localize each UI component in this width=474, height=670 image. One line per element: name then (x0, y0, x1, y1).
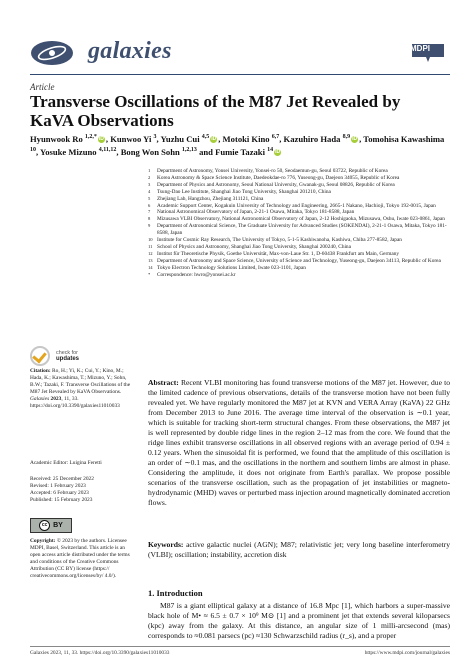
publisher-name: MDPI (410, 44, 430, 53)
check-updates-badge[interactable] (30, 346, 79, 366)
affiliation-text: Korea Astronomy & Space Science Institute, Daedeokdae-ro 776, Yuseong-gu, Daejeon 34055, Republic of Korea (157, 174, 400, 181)
cc-by-badge[interactable] (30, 518, 72, 533)
author-name[interactable]: Yuzhu Cui $^{4,5}$ iD (160, 133, 217, 144)
affiliation-item (148, 168, 450, 175)
author-name[interactable]: Fumie Tazaki $^{14}$ iD (215, 146, 281, 157)
affiliation-number: 9 (148, 223, 151, 229)
affiliation-item (148, 175, 450, 182)
author-list: Hyunwook Ro $^{1,2,*}$ iD , Kunwoo Yi $^3$, Yuzhu Cui $^{4,5}$ iD , Motoki Kino $^{6,7}$, Kazuhiro Hada $^{8,9}$ iD , Tomohisa Kawashima $^{10}$, Yosuke Mizuno $^{4,11,12}$, Bong Won Sohn $^{1,2,13}$ and Fumie Tazaki $^{14}$ iD (30, 133, 445, 157)
affiliation-text: School of Physics and Astronomy, Shanghai Jiao Tong University, Shanghai 200240, China (157, 243, 351, 250)
copyright-block (30, 538, 134, 581)
affiliation-item (148, 189, 450, 196)
keywords-text: active galactic nuclei (AGN); M87; relativistic jet; very long baseline interferometry (VLBI); oscillation; instability, accretion disk (148, 540, 451, 559)
affiliation-text: Institut für Theoretische Physik, Goethe Universität, Max-von-Laue Str. 1, D-60438 Frankfurt am Main, Germany (157, 250, 400, 257)
affiliation-number: 4 (148, 188, 151, 194)
author-affiliation-marks: 4,5 (201, 134, 210, 140)
affiliation-number: 5 (148, 195, 151, 201)
author-name[interactable]: Motoki Kino $^{6,7}$ (222, 133, 280, 144)
author-affiliation-marks: 4,11,12 (98, 147, 117, 154)
affiliation-text: National Astronomical Observatory of Japan, 2-21-1 Osawa, Mitaka, Tokyo 181-8588, Japan (157, 209, 355, 216)
date-item: Accepted: 6 February 2023 (30, 490, 89, 497)
affiliation-text: Department of Astronomy and Space Science, University of Science and Technology, Yuseong-gu, Daejeon 34113, Republic of Korea (157, 257, 441, 264)
affiliation-item (148, 223, 450, 237)
check-icon (30, 346, 50, 366)
citation-year: 2023 (50, 396, 62, 403)
copyright-text: © 2023 by the authors. Licensee MDPI, Basel, Switzerland. This article is an open access article distributed under the terms and conditions of the Creative Commons Attribution (CC BY) license (https:// creativecommons.org/licenses/by/ 4.0/). (30, 538, 130, 580)
affiliation-number: 13 (148, 257, 153, 263)
affiliations (148, 168, 450, 279)
date-item: Received: 25 December 2022 (30, 476, 94, 482)
cc-icon: cc (39, 520, 50, 531)
affiliation-text: Department of Astronomical Science, The Graduate University for Advanced Studies (SOKENDAI), 2-21-1 Osawa, Mitaka, Tokyo 181-8588, Japan (157, 223, 447, 237)
affiliation-number: 6 (148, 202, 151, 208)
abstract-text: Recent VLBI monitoring has found transverse motions of the M87 jet. However, due to the limited cadence of previous observations, details of the transverse motion have not been fully revealed yet. We have regularly monitored the M87 jet at KVN and VERA Array (KaVA) 22 GHz from December 2013 to June 2016. The average time interval of the observation is ∼0.1 year, which is suitable for tracking short-term structural changes. From these observations, the M87 jet is well represented by double ridge lines in the region 2–12 mas from the core. We found that the ridge lines exhibit transverse oscillations in all observed regions with an average period of 0.94 ± 0.12 years. When the sinusoidal fit is performed, we found that the amplitude of this oscillation is an order of ∼0.1 mas, and the oscillations in the northern and southern limbs are almost in phase. Considering the amplitude, it does not originate from Earth's parallax. We propose possible scenarios of the transverse oscillation, such as the propagation of jet instabilities or magneto-hydrodynamic (MHD) waves or perturbed mass injection around magnetically dominated accretion flows. (148, 378, 450, 507)
page-footer (30, 650, 450, 656)
affiliation-number: 3 (148, 181, 151, 187)
journal-name: galaxies (88, 38, 172, 64)
date-item: Published: 15 February 2023 (30, 497, 93, 504)
footer-citation[interactable]: Galaxies 2023, 11, 33. https://doi.org/10.3390/galaxies11010033 (30, 650, 170, 656)
affiliation-item (148, 237, 450, 244)
abstract (148, 378, 450, 508)
affiliation-text: Tsung-Dao Lee Institute, Shanghai Jiao Tong University, Shanghai 201210, China (157, 188, 331, 195)
affiliation-item (148, 251, 450, 258)
affiliation-text: Institute for Cosmic Ray Research, The University of Tokyo, 5-1-5 Kashiwanoha, Kashiwa, Chiba 277-8582, Japan (157, 237, 402, 244)
author-name[interactable]: Tomohisa Kawashima $^{10}$ (30, 133, 445, 154)
affiliation-item (148, 272, 450, 279)
author-affiliation-marks: 8,9 (342, 134, 351, 140)
affiliation-item (148, 182, 450, 189)
affiliation-item (148, 265, 450, 272)
author-affiliation-marks: 14 (267, 147, 274, 154)
affiliation-text: Mizusawa VLBI Observatory, National Astronomical Observatory of Japan, 2-12 Hoshigaoka, Mizusawa, Oshu, Iwate 023-0861, Japan (157, 216, 445, 223)
header-rule (30, 74, 450, 75)
citation-journal: Galaxies (30, 396, 50, 403)
affiliation-number: 14 (148, 264, 153, 270)
author-affiliation-marks: 1,2,* (84, 134, 97, 140)
orcid-icon[interactable]: iD (275, 149, 281, 156)
author-name[interactable]: Yosuke Mizuno $^{4,11,12}$ (39, 146, 117, 157)
citation-block: Citation: Ro, H.; Yi, K.; Cui, Y.; Kino, M.; Hada, K.; Kawashima, T.; Mizuno, Y.; Sohn, B.W.; Tazaki, F. Transverse Oscillations of the M87 Jet Revealed by KaVA Observations. Galaxies 2023, 11, 33. https://doi.org/10.3390/galaxies11010033 (30, 368, 131, 410)
footer-journal-url[interactable]: https://www.mdpi.com/journal/galaxies (364, 650, 450, 656)
galaxies-logo-icon (30, 40, 74, 66)
author-affiliation-marks: 3 (153, 134, 157, 140)
affiliation-item (148, 196, 450, 203)
check-updates-line2: updates (56, 356, 80, 362)
footer-rule (30, 646, 450, 647)
affiliation-item (148, 244, 450, 251)
affiliation-text: Department of Astronomy, Yonsei University, Yonsei-ro 50, Seodaemun-gu, Seoul 03722, Republic of Korea (157, 168, 388, 174)
dates-block (30, 476, 134, 504)
affiliation-text: Department of Physics and Astronomy, Seoul National University, Gwanak-gu, Seoul 08826, Republic of Korea (157, 181, 395, 188)
affiliation-text: Correspondence: hwro@yonsei.ac.kr (157, 271, 236, 278)
affiliation-text: Tokyo Electron Technology Solutions Limited, Iwate 023-1101, Japan (157, 264, 306, 271)
keywords (148, 540, 450, 560)
author-name[interactable]: Kazuhiro Hada $^{8,9}$ iD (283, 133, 358, 144)
affiliation-number: 1 (148, 168, 151, 173)
keywords-label: Keywords: (148, 540, 184, 549)
intro-paragraph: M87 is a giant elliptical galaxy at a distance of 16.8 Mpc [1], which harbors a super-massive black hole of M• ≈ 6.5 ± 0.7 × 10⁹ M⊙ [1] and a prominent jet that extends several kiloparsecs (kpc) away from the galaxy. At this distance, an angular size of 1 milli-arcsecond (mas) corresponds to ≈0.081 parsecs (pc) ≈130 Schwarzschild radius (r_s), and a proper (148, 601, 450, 640)
author-affiliation-marks: 10 (30, 147, 36, 154)
author-affiliation-marks: 1,2,13 (181, 147, 197, 154)
orcid-icon[interactable]: iD (211, 136, 217, 143)
orcid-icon[interactable]: iD (352, 136, 358, 143)
affiliation-number: 11 (148, 243, 153, 249)
affiliation-number: 2 (148, 174, 151, 180)
cc-by-label: BY (53, 522, 63, 529)
author-name[interactable]: Kunwoo Yi $^3$ (110, 133, 157, 144)
author-affiliation-marks: 6,7 (271, 134, 280, 140)
citation-volume[interactable]: 11, 33. https://doi.org/10.3390/galaxies11010033 (30, 396, 120, 410)
citation-text: Ro, H.; Yi, K.; Cui, Y.; Kino, M.; Hada, K.; Kawashima, T.; Mizuno, Y.; Sohn, B.W.; Tazaki, F. Transverse Oscillations of the M87 Jet Revealed by KaVA Observations. (30, 368, 131, 396)
orcid-icon[interactable]: iD (98, 136, 104, 143)
article-type: Article (30, 82, 55, 92)
affiliation-number: 12 (148, 250, 153, 256)
date-item: Revised: 1 February 2023 (30, 483, 86, 490)
article-title: Transverse Oscillations of the M87 Jet Revealed by KaVA Observations (30, 92, 401, 130)
academic-editor: Academic Editor: Luigina Feretti (30, 460, 102, 466)
affiliation-text: Zhejiang Lab, Hangzhou, Zhejiang 311121, China (157, 195, 264, 202)
section-heading-introduction: 1. Introduction (148, 588, 203, 598)
check-updates-line1: check for (56, 350, 78, 356)
citation-label: Citation: (30, 368, 51, 374)
affiliation-number: 10 (148, 237, 153, 243)
copyright-label: Copyright: (30, 538, 56, 544)
author-name[interactable]: Hyunwook Ro $^{1,2,*}$ iD (30, 133, 104, 144)
author-name[interactable]: Bong Won Sohn $^{1,2,13}$ (120, 146, 197, 157)
abstract-label: Abstract: (148, 378, 179, 387)
affiliation-text: Academic Support Center, Kogakuin University of Technology and Engineering, 2665-1 Nakano, Hachioji, Tokyo 192-0015, Japan (157, 202, 436, 209)
affiliation-number: * (148, 271, 151, 277)
affiliation-item (148, 258, 450, 265)
affiliation-number: 8 (148, 216, 151, 222)
affiliation-number: 7 (148, 209, 151, 215)
